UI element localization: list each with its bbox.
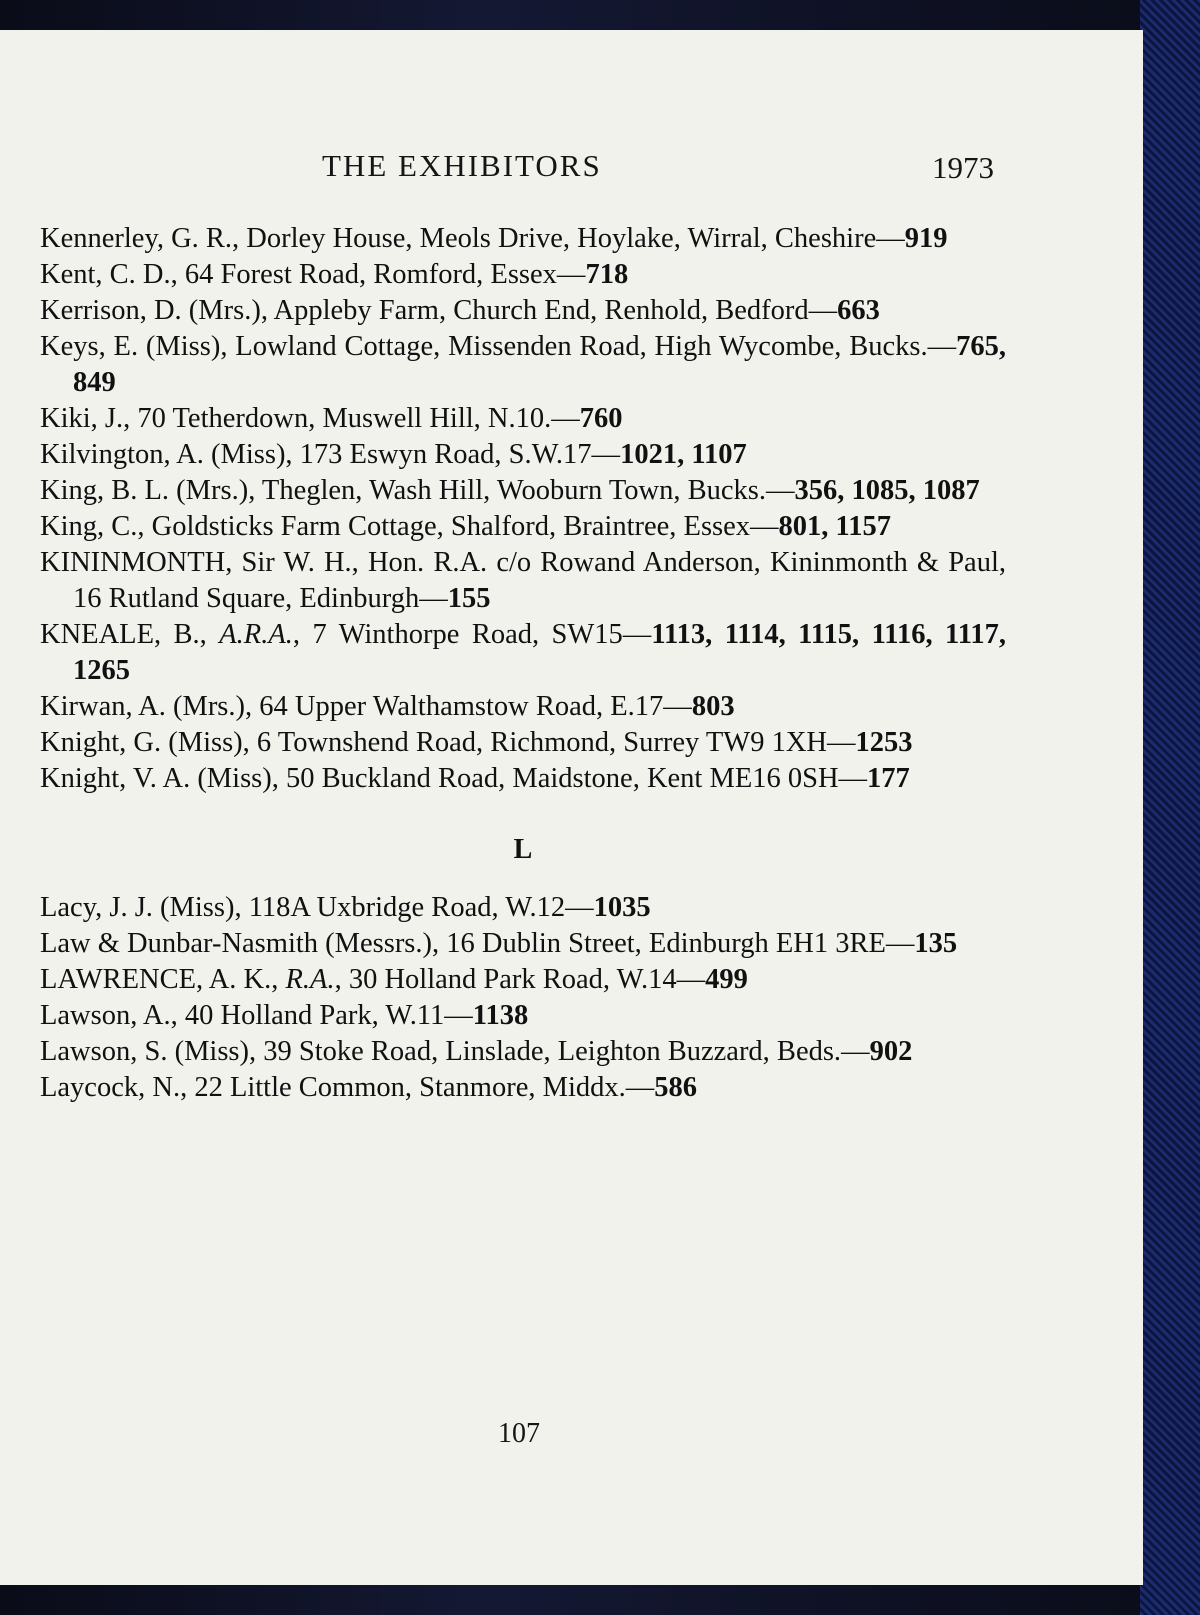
exhibitor-entry <box>40 221 1006 257</box>
page-title: THE EXHIBITORS <box>322 148 602 183</box>
exhibitor-entry <box>40 401 1006 437</box>
entry-catalogue-numbers: 902 <box>869 1036 913 1067</box>
exhibitor-entry <box>40 998 1006 1034</box>
entry-catalogue-numbers: 586 <box>654 1072 698 1103</box>
entry-text: , 7 Winthorpe Road, SW15— <box>292 619 652 650</box>
exhibitor-entry <box>40 725 1006 761</box>
book-page <box>0 30 1143 1585</box>
entry-catalogue-numbers: 356, 1085, 1087 <box>794 475 980 506</box>
exhibitor-entry <box>40 293 1006 329</box>
entry-catalogue-numbers: 1138 <box>472 1000 529 1031</box>
exhibitor-list-l <box>40 890 1006 1106</box>
entry-text: Knight, V. A. (Miss), 50 Buckland Road, Maidstone, Kent ME16 0SH— <box>40 763 868 794</box>
book-cover-edge <box>1140 0 1200 1615</box>
entry-text: Laycock, N., 22 Little Common, Stanmore, Middx.— <box>40 1072 655 1103</box>
exhibitor-entry <box>40 1070 1006 1106</box>
entry-text: King, C., Goldsticks Farm Cottage, Shalford, Braintree, Essex— <box>40 511 779 542</box>
entry-catalogue-numbers: 718 <box>585 259 629 290</box>
entry-text: Keys, E. (Miss), Lowland Cottage, Missenden Road, High Wycombe, Bucks.— <box>40 331 957 362</box>
entry-catalogue-numbers: 1021, 1107 <box>620 439 747 470</box>
entry-text: Lawson, A., 40 Holland Park, W.11— <box>40 1000 473 1031</box>
entry-catalogue-numbers: 155 <box>447 583 491 614</box>
entry-catalogue-numbers: 760 <box>579 403 623 434</box>
entry-catalogue-numbers: 765, 849 <box>73 331 1006 398</box>
exhibitor-entry <box>40 962 1006 998</box>
section-letter: L <box>513 834 533 865</box>
entry-text: KNEALE, B., <box>40 619 220 650</box>
exhibitor-entry <box>40 890 1006 926</box>
entry-catalogue-numbers: 499 <box>705 964 748 995</box>
entry-title: R.A. <box>285 964 335 995</box>
entry-text: Kerrison, D. (Mrs.), Appleby Farm, Church End, Renhold, Bedford— <box>40 295 838 326</box>
exhibitor-entry <box>40 509 1006 545</box>
entry-text: Kent, C. D., 64 Forest Road, Romford, Essex— <box>40 259 586 290</box>
entry-catalogue-numbers: 663 <box>837 295 880 326</box>
entry-text: Kirwan, A. (Mrs.), 64 Upper Walthamstow Road, E.17— <box>40 691 692 722</box>
entry-catalogue-numbers: 1253 <box>855 727 913 758</box>
exhibitor-entry <box>40 329 1006 401</box>
entry-catalogue-numbers: 135 <box>914 928 958 959</box>
exhibitor-entry <box>40 473 1006 509</box>
entry-catalogue-numbers: 801, 1157 <box>778 511 891 542</box>
exhibitor-entry <box>40 617 1006 689</box>
entry-text: LAWRENCE, A. K., <box>40 964 286 995</box>
exhibitor-entry <box>40 926 1006 962</box>
running-header <box>0 148 1143 198</box>
entry-text: Kiki, J., 70 Tetherdown, Muswell Hill, N.10.— <box>40 403 580 434</box>
entry-text: Lacy, J. J. (Miss), 118A Uxbridge Road, W.12— <box>40 892 594 923</box>
entry-catalogue-numbers: 1113, 1114, 1115, 1116, 1117, 1265 <box>73 619 1007 686</box>
header-year: 1973 <box>932 150 994 185</box>
exhibitor-entry <box>40 761 1006 797</box>
exhibitor-entry <box>40 689 1006 725</box>
entry-text: Kennerley, G. R., Dorley House, Meols Drive, Hoylake, Wirral, Cheshire— <box>40 223 905 254</box>
exhibitor-entry <box>40 437 1006 473</box>
entry-catalogue-numbers: 803 <box>691 691 735 722</box>
entry-text: Lawson, S. (Miss), 39 Stoke Road, Linslade, Leighton Buzzard, Beds.— <box>40 1036 870 1067</box>
entry-text: Knight, G. (Miss), 6 Townshend Road, Richmond, Surrey TW9 1XH— <box>40 727 856 758</box>
exhibitor-entry <box>40 1034 1006 1070</box>
entry-title: A.R.A. <box>219 619 293 650</box>
entry-catalogue-numbers: 177 <box>867 763 910 794</box>
exhibitor-entry <box>40 545 1006 617</box>
entry-catalogue-numbers: 919 <box>904 223 948 254</box>
entry-text: Kilvington, A. (Miss), 173 Eswyn Road, S.W.17— <box>40 439 621 470</box>
entry-text: KININMONTH, Sir W. H., Hon. R.A. c/o Rowand Anderson, Kininmonth & Paul, 16 Rutland Square, Edinburgh— <box>40 547 1006 614</box>
entry-text: Law & Dunbar-Nasmith (Messrs.), 16 Dublin Street, Edinburgh EH1 3RE— <box>40 928 915 959</box>
entry-text: , 30 Holland Park Road, W.14— <box>334 964 706 995</box>
entry-text: King, B. L. (Mrs.), Theglen, Wash Hill, Wooburn Town, Bucks.— <box>40 475 795 506</box>
exhibitor-entry <box>40 257 1006 293</box>
page-number: 107 <box>498 1418 540 1449</box>
exhibitor-list <box>40 221 1006 1106</box>
entry-catalogue-numbers: 1035 <box>593 892 651 923</box>
exhibitor-list-k <box>40 221 1006 797</box>
